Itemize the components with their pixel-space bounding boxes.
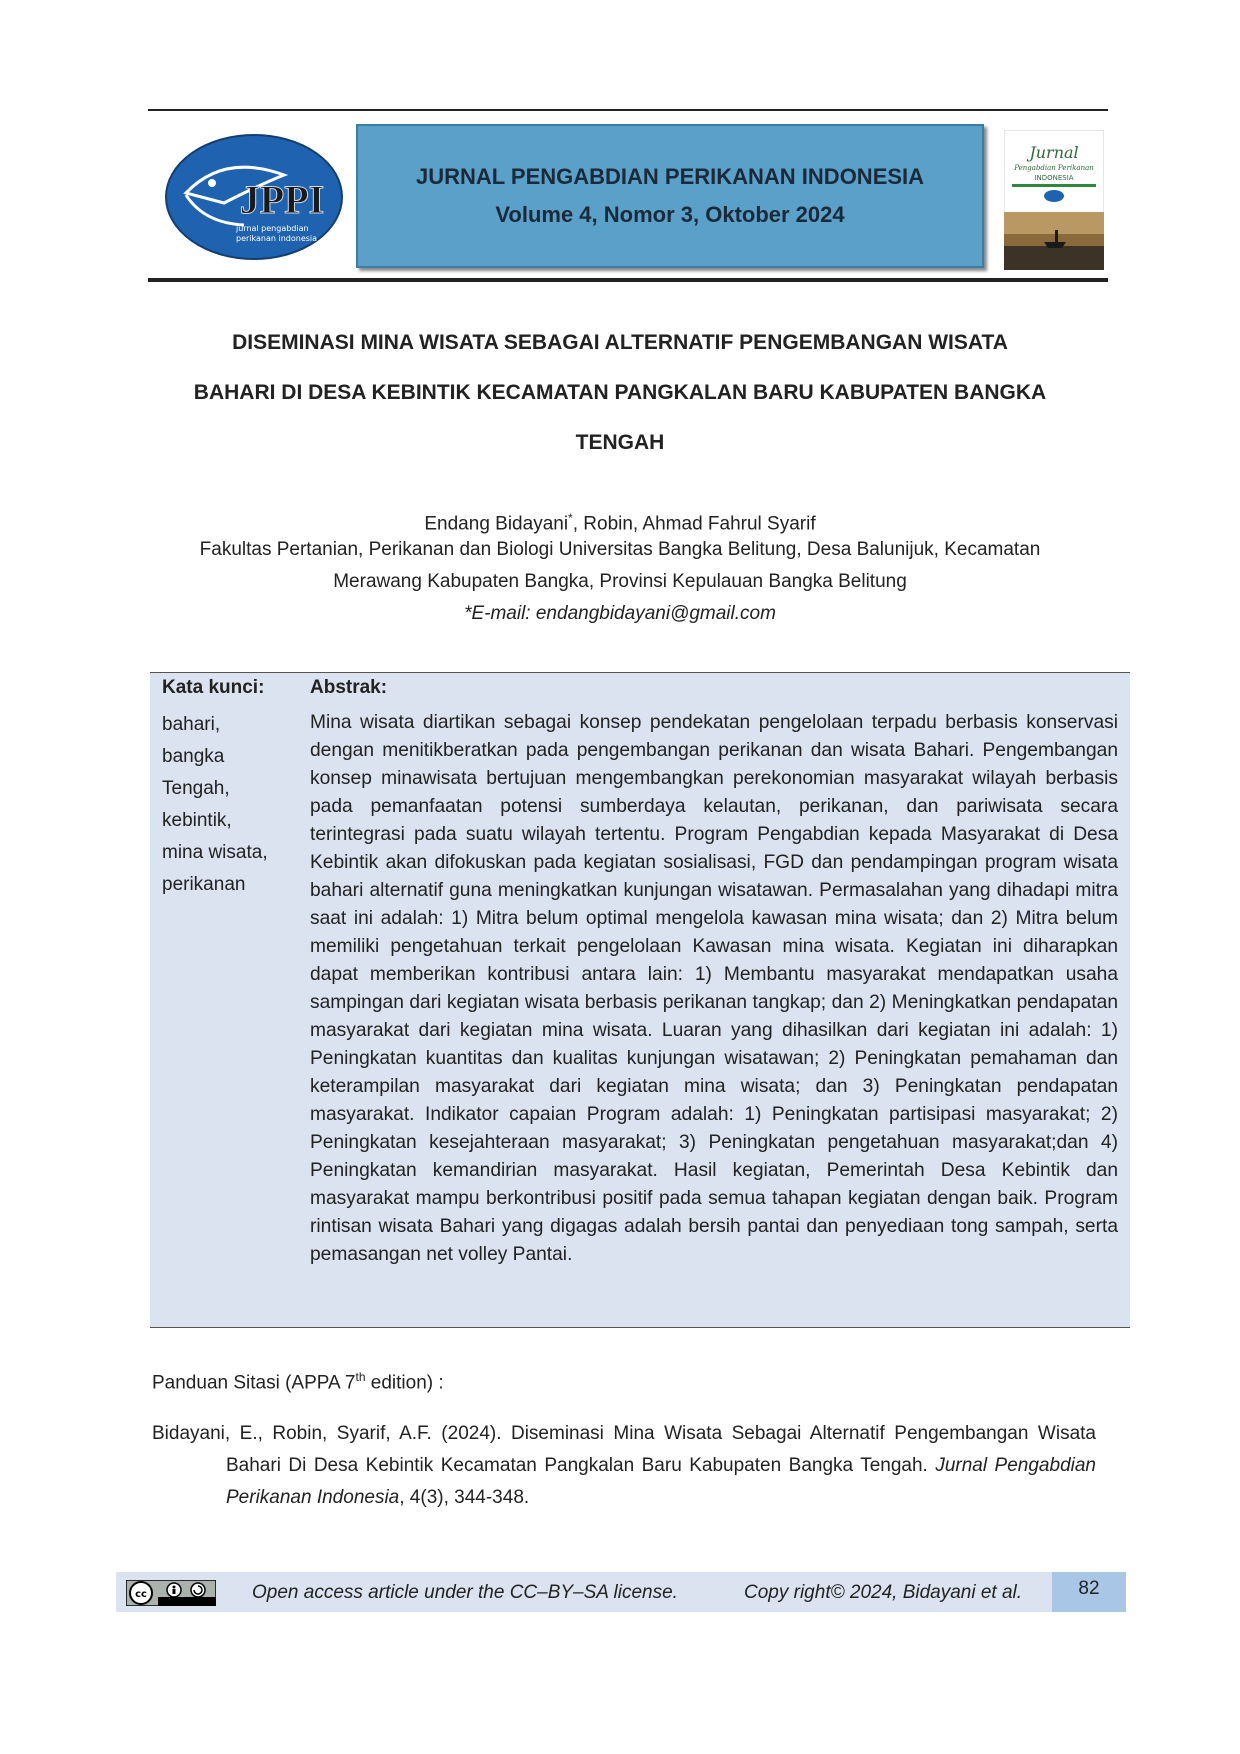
copyright-text: Copy right© 2024, Bidayani et al. <box>744 1582 1023 1603</box>
jppi-logo <box>164 133 344 261</box>
keyword-item: bangka <box>162 746 225 767</box>
corresponding-mark: * <box>568 511 573 525</box>
citation-heading-tail: edition) : <box>365 1372 444 1394</box>
keywords-heading: Kata kunci: <box>162 677 265 698</box>
citation-heading <box>152 1370 444 1394</box>
title-line: DISEMINASI MINA WISATA SEBAGAI ALTERNATIF PENGEMBANGAN WISATA <box>232 331 1008 354</box>
abstract-heading: Abstrak: <box>310 677 388 698</box>
corresponding-email: *E-mail: endangbidayani@gmail.com <box>464 603 776 624</box>
author-rest: , Robin, Ahmad Fahrul Syarif <box>572 513 816 535</box>
license-text: Open access article under the CC–BY–SA license. <box>252 1582 678 1603</box>
citation-tail: , 4(3), 344-348. <box>399 1487 530 1508</box>
article-title <box>150 318 1090 468</box>
title-line: BAHARI DI DESA KEBINTIK KECAMATAN PANGKALAN BARU KABUPATEN BANGKA <box>193 381 1047 404</box>
citation-journal: Jurnal Pengabdian Perikanan Indonesia <box>226 1455 1096 1508</box>
svg-text:perikanan indonesia: perikanan indonesia <box>236 234 318 243</box>
svg-text:jurnal pengabdian: jurnal pengabdian <box>236 224 309 233</box>
journal-name: JURNAL PENGABDIAN PERIKANAN INDONESIA <box>415 164 925 189</box>
abstract-section <box>150 672 1130 1328</box>
svg-text:INDONESIA: INDONESIA <box>1034 174 1074 182</box>
journal-header-box <box>356 124 984 268</box>
keyword-item: mina wisata, <box>162 842 268 863</box>
page-number: 82 <box>1052 1572 1126 1612</box>
author-first: Endang Bidayani <box>424 513 569 535</box>
title-line: TENGAH <box>575 431 665 454</box>
page-footer <box>116 1572 1126 1612</box>
svg-text:Pengabdian Perikanan: Pengabdian Perikanan <box>1014 164 1094 172</box>
header-bottom-rule <box>148 278 1108 282</box>
header-top-rule <box>148 109 1108 111</box>
keyword-item: perikanan <box>162 874 246 895</box>
journal-volume: Volume 4, Nomor 3, Oktober 2024 <box>495 202 845 227</box>
abstract-text: Mina wisata diartikan sebagai konsep pendekatan pengelolaan terpadu berbasis konservasi dengan menitikberatkan pada pengembangan perikanan dan wisata Bahari. Pengembangan konsep minawisata bertujuan mengembangkan perekonomian masyarakat wilayah berbasis pada pemanfaatan potensi sumberdaya kelautan, perikanan, dan pariwisata secara terintegrasi pada suatu wilayah tertentu. Program Pengabdian kepada Masyarakat di Desa Kebintik akan difokuskan pada kegiatan sosialisasi, FGD dan pendampingan program wisata bahari alternatif guna meningkatkan kunjungan wisatawan. Permasalahan yang dihadapi mitra saat ini adalah: 1) Mitra belum optimal mengelola kawasan mina wisata; dan 2) Mitra belum memiliki pengetahuan terkait pengelolaan Kawasan mina wisata. Kegiatan ini diharapkan dapat memberikan kontribusi antara lain: 1) Membantu masyarakat mendapatkan usaha sampingan dari kegiatan wisata berbasis perikanan tangkap; dan 2) Meningkatkan pendapatan masyarakat dari kegiatan mina wisata. Luaran yang dihasilkan dari kegiatan ini adalah: 1) Peningkatan kuantitas dan kualitas kunjungan wisatawan; 2) Peningkatan pemahaman dan keterampilan masyarakat dari kegiatan mina wisata; dan 3) Peningkatan pendapatan masyarakat. Indikator capaian Program adalah: 1) Peningkatan partisipasi masyarakat; 2) Peningkatan kesejahteraan masyarakat; 3) Peningkatan pengetahuan masyarakat;dan 4) Peningkatan kemandirian masyarakat. Hasil kegiatan, Pemerintah Desa Kebintik dan masyarakat mampu berkontribusi positif pada semua tahapan kegiatan dengan baik. Program rintisan wisata Bahari yang digagas adalah bersih pantai dan penyediaan tong sampah, serta pemasangan net volley Pantai. <box>310 712 1118 1265</box>
keyword-item: kebintik, <box>162 810 232 831</box>
citation-text: Bidayani, E., Robin, Syarif, A.F. (2024). Diseminasi Mina Wisata Sebagai Alternatif Pengembangan Wisata Bahari Di Desa Kebintik Kecamatan Pangkalan Baru Kabupaten Bangka Tengah. <box>152 1423 1096 1476</box>
affiliation <box>150 534 1090 598</box>
keywords-list <box>162 709 292 901</box>
svg-text:Jurnal: Jurnal <box>1029 143 1079 162</box>
cc-by-sa-license-icon[interactable] <box>126 1580 216 1606</box>
citation-heading-sup: th <box>355 1370 366 1384</box>
citation-heading-text: Panduan Sitasi (APPA 7 <box>152 1372 356 1394</box>
keyword-item: bahari, <box>162 714 221 735</box>
svg-text:cc: cc <box>135 1589 147 1600</box>
affiliation-line: Merawang Kabupaten Bangka, Provinsi Kepulauan Bangka Belitung <box>333 571 907 592</box>
keyword-item: Tengah, <box>162 778 230 799</box>
affiliation-line: Fakultas Pertanian, Perikanan dan Biologi Universitas Bangka Belitung, Desa Balunijuk, Kecamatan <box>199 539 1041 560</box>
citation-entry <box>152 1418 1096 1514</box>
svg-text:JPPI: JPPI <box>239 177 325 222</box>
journal-cover-thumbnail <box>1004 130 1104 270</box>
